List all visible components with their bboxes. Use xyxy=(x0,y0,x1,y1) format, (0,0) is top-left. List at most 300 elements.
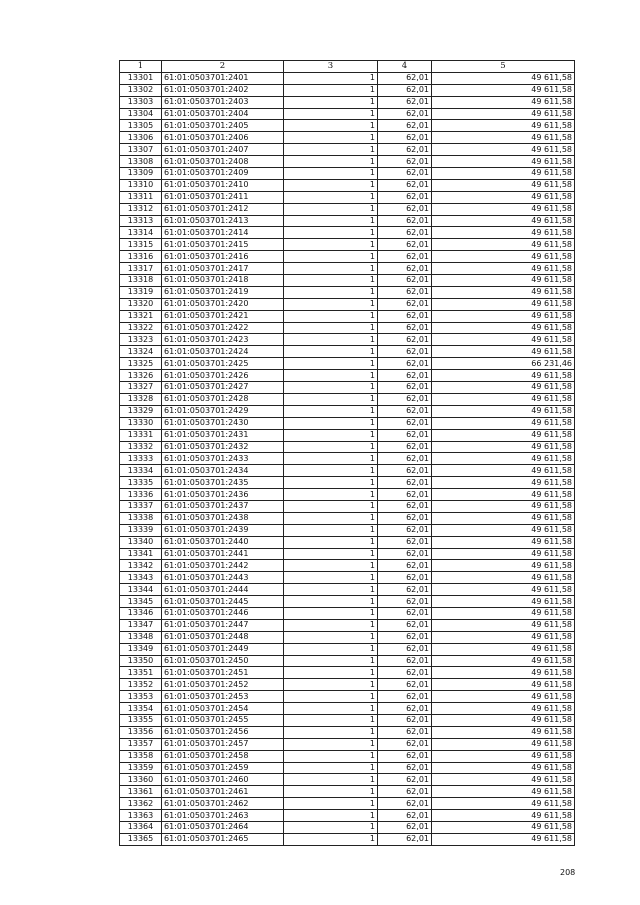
table-row xyxy=(120,239,575,251)
table-row xyxy=(120,370,575,382)
table-cell: 62,01 xyxy=(378,524,432,536)
table-cell: 61:01:0503701:2453 xyxy=(162,691,284,703)
table-cell: 61:01:0503701:2459 xyxy=(162,762,284,774)
table-cell: 61:01:0503701:2434 xyxy=(162,465,284,477)
table-cell: 49 611,58 xyxy=(432,465,575,477)
table-cell: 61:01:0503701:2442 xyxy=(162,560,284,572)
table-row xyxy=(120,524,575,536)
table-cell: 62,01 xyxy=(378,584,432,596)
table-cell: 62,01 xyxy=(378,703,432,715)
table-cell: 62,01 xyxy=(378,572,432,584)
table-cell: 62,01 xyxy=(378,275,432,287)
table-row xyxy=(120,667,575,679)
table-cell: 1 xyxy=(284,524,378,536)
table-cell: 49 611,58 xyxy=(432,560,575,572)
table-row xyxy=(120,144,575,156)
table-cell: 13316 xyxy=(120,251,162,263)
table-cell: 62,01 xyxy=(378,774,432,786)
table-cell: 49 611,58 xyxy=(432,536,575,548)
table-cell: 62,01 xyxy=(378,417,432,429)
table-cell: 13304 xyxy=(120,108,162,120)
table-cell: 49 611,58 xyxy=(432,108,575,120)
table-cell: 62,01 xyxy=(378,750,432,762)
table-cell: 61:01:0503701:2440 xyxy=(162,536,284,548)
table-cell: 1 xyxy=(284,774,378,786)
table-cell: 13364 xyxy=(120,822,162,834)
table-cell: 62,01 xyxy=(378,298,432,310)
table-cell: 13338 xyxy=(120,512,162,524)
table-row xyxy=(120,726,575,738)
table-cell: 49 611,58 xyxy=(432,500,575,512)
table-cell: 1 xyxy=(284,441,378,453)
table-cell: 49 611,58 xyxy=(432,477,575,489)
table-cell: 1 xyxy=(284,251,378,263)
table-cell: 49 611,58 xyxy=(432,822,575,834)
table-cell: 61:01:0503701:2444 xyxy=(162,584,284,596)
table-body xyxy=(120,72,575,845)
table-row xyxy=(120,322,575,334)
column-header: 2 xyxy=(162,61,284,73)
table-header-row xyxy=(120,61,575,73)
table-cell: 62,01 xyxy=(378,762,432,774)
table-cell: 13359 xyxy=(120,762,162,774)
table-row xyxy=(120,191,575,203)
table-cell: 62,01 xyxy=(378,156,432,168)
table-cell: 13365 xyxy=(120,833,162,845)
table-cell: 62,01 xyxy=(378,667,432,679)
table-cell: 1 xyxy=(284,584,378,596)
table-row xyxy=(120,393,575,405)
table-row xyxy=(120,298,575,310)
table-cell: 49 611,58 xyxy=(432,286,575,298)
table-cell: 1 xyxy=(284,132,378,144)
table-cell: 49 611,58 xyxy=(432,619,575,631)
table-cell: 1 xyxy=(284,560,378,572)
table-cell: 1 xyxy=(284,679,378,691)
table-cell: 49 611,58 xyxy=(432,596,575,608)
table-cell: 49 611,58 xyxy=(432,334,575,346)
table-cell: 13310 xyxy=(120,179,162,191)
table-cell: 62,01 xyxy=(378,548,432,560)
table-row xyxy=(120,84,575,96)
table-cell: 62,01 xyxy=(378,322,432,334)
table-cell: 1 xyxy=(284,607,378,619)
table-cell: 13336 xyxy=(120,489,162,501)
table-row xyxy=(120,500,575,512)
table-cell: 49 611,58 xyxy=(432,132,575,144)
table-cell: 1 xyxy=(284,96,378,108)
table-cell: 49 611,58 xyxy=(432,144,575,156)
table-cell: 13358 xyxy=(120,750,162,762)
table-row xyxy=(120,120,575,132)
table-row xyxy=(120,310,575,322)
table-cell: 61:01:0503701:2415 xyxy=(162,239,284,251)
table-cell: 61:01:0503701:2432 xyxy=(162,441,284,453)
table-cell: 61:01:0503701:2460 xyxy=(162,774,284,786)
table-cell: 1 xyxy=(284,382,378,394)
table-cell: 49 611,58 xyxy=(432,512,575,524)
table-row xyxy=(120,560,575,572)
table-cell: 13357 xyxy=(120,738,162,750)
table-cell: 62,01 xyxy=(378,334,432,346)
table-cell: 1 xyxy=(284,548,378,560)
table-row xyxy=(120,334,575,346)
table-cell: 61:01:0503701:2404 xyxy=(162,108,284,120)
table-cell: 1 xyxy=(284,726,378,738)
table-row xyxy=(120,108,575,120)
table-cell: 49 611,58 xyxy=(432,762,575,774)
table-cell: 61:01:0503701:2418 xyxy=(162,275,284,287)
table-row xyxy=(120,679,575,691)
table-cell: 13347 xyxy=(120,619,162,631)
table-cell: 13305 xyxy=(120,120,162,132)
table-cell: 49 611,58 xyxy=(432,120,575,132)
table-cell: 1 xyxy=(284,358,378,370)
table-cell: 13361 xyxy=(120,786,162,798)
table-cell: 49 611,58 xyxy=(432,774,575,786)
table-cell: 13314 xyxy=(120,227,162,239)
table-cell: 49 611,58 xyxy=(432,239,575,251)
table-cell: 62,01 xyxy=(378,512,432,524)
table-cell: 61:01:0503701:2412 xyxy=(162,203,284,215)
table-cell: 61:01:0503701:2431 xyxy=(162,429,284,441)
table-cell: 62,01 xyxy=(378,453,432,465)
table-cell: 61:01:0503701:2419 xyxy=(162,286,284,298)
table-cell: 49 611,58 xyxy=(432,691,575,703)
table-row xyxy=(120,691,575,703)
table-cell: 61:01:0503701:2454 xyxy=(162,703,284,715)
table-cell: 13360 xyxy=(120,774,162,786)
table-cell: 61:01:0503701:2423 xyxy=(162,334,284,346)
table-cell: 49 611,58 xyxy=(432,227,575,239)
table-cell: 62,01 xyxy=(378,489,432,501)
table-cell: 61:01:0503701:2417 xyxy=(162,263,284,275)
table-cell: 66 231,46 xyxy=(432,358,575,370)
table-cell: 49 611,58 xyxy=(432,417,575,429)
table-cell: 62,01 xyxy=(378,619,432,631)
table-cell: 49 611,58 xyxy=(432,810,575,822)
table-cell: 1 xyxy=(284,596,378,608)
table-cell: 13345 xyxy=(120,596,162,608)
table-cell: 61:01:0503701:2435 xyxy=(162,477,284,489)
table-row xyxy=(120,714,575,726)
table-cell: 49 611,58 xyxy=(432,786,575,798)
table-cell: 61:01:0503701:2428 xyxy=(162,393,284,405)
table-cell: 61:01:0503701:2451 xyxy=(162,667,284,679)
table-cell: 49 611,58 xyxy=(432,191,575,203)
table-cell: 62,01 xyxy=(378,84,432,96)
table-cell: 13301 xyxy=(120,72,162,84)
table-cell: 1 xyxy=(284,798,378,810)
table-cell: 1 xyxy=(284,786,378,798)
table-cell: 13307 xyxy=(120,144,162,156)
table-cell: 49 611,58 xyxy=(432,572,575,584)
table-cell: 1 xyxy=(284,263,378,275)
table-cell: 13315 xyxy=(120,239,162,251)
table-cell: 1 xyxy=(284,275,378,287)
table-row xyxy=(120,251,575,263)
table-cell: 62,01 xyxy=(378,108,432,120)
table-row xyxy=(120,215,575,227)
table-cell: 49 611,58 xyxy=(432,584,575,596)
table-cell: 62,01 xyxy=(378,239,432,251)
table-cell: 49 611,58 xyxy=(432,607,575,619)
table-cell: 49 611,58 xyxy=(432,310,575,322)
table-cell: 1 xyxy=(284,393,378,405)
page-number: 208 xyxy=(560,868,576,877)
table-row xyxy=(120,833,575,845)
table-cell: 61:01:0503701:2458 xyxy=(162,750,284,762)
table-cell: 1 xyxy=(284,191,378,203)
table-cell: 61:01:0503701:2437 xyxy=(162,500,284,512)
table-cell: 13334 xyxy=(120,465,162,477)
table-cell: 1 xyxy=(284,810,378,822)
table-cell: 13303 xyxy=(120,96,162,108)
table-cell: 49 611,58 xyxy=(432,263,575,275)
table-cell: 49 611,58 xyxy=(432,393,575,405)
table-cell: 61:01:0503701:2403 xyxy=(162,96,284,108)
table-cell: 49 611,58 xyxy=(432,382,575,394)
table-row xyxy=(120,786,575,798)
table-row xyxy=(120,453,575,465)
table-cell: 1 xyxy=(284,334,378,346)
table-cell: 61:01:0503701:2450 xyxy=(162,655,284,667)
table-cell: 49 611,58 xyxy=(432,298,575,310)
table-cell: 62,01 xyxy=(378,132,432,144)
table-cell: 13302 xyxy=(120,84,162,96)
table-cell: 13312 xyxy=(120,203,162,215)
table-cell: 1 xyxy=(284,619,378,631)
table-cell: 62,01 xyxy=(378,441,432,453)
table-cell: 62,01 xyxy=(378,714,432,726)
table-cell: 13331 xyxy=(120,429,162,441)
table-row xyxy=(120,643,575,655)
table-cell: 61:01:0503701:2439 xyxy=(162,524,284,536)
table-row xyxy=(120,179,575,191)
table-cell: 1 xyxy=(284,322,378,334)
table-cell: 62,01 xyxy=(378,560,432,572)
table-cell: 1 xyxy=(284,156,378,168)
table-cell: 1 xyxy=(284,108,378,120)
table-cell: 62,01 xyxy=(378,191,432,203)
table-cell: 13343 xyxy=(120,572,162,584)
table-cell: 62,01 xyxy=(378,72,432,84)
table-cell: 49 611,58 xyxy=(432,203,575,215)
table-cell: 62,01 xyxy=(378,738,432,750)
table-cell: 1 xyxy=(284,738,378,750)
table-cell: 61:01:0503701:2406 xyxy=(162,132,284,144)
table-cell: 13352 xyxy=(120,679,162,691)
table-cell: 1 xyxy=(284,465,378,477)
table-cell: 49 611,58 xyxy=(432,370,575,382)
table-cell: 61:01:0503701:2407 xyxy=(162,144,284,156)
table-cell: 49 611,58 xyxy=(432,798,575,810)
table-row xyxy=(120,346,575,358)
table-cell: 13330 xyxy=(120,417,162,429)
table-cell: 1 xyxy=(284,750,378,762)
table-cell: 61:01:0503701:2421 xyxy=(162,310,284,322)
table-cell: 62,01 xyxy=(378,643,432,655)
table-cell: 61:01:0503701:2461 xyxy=(162,786,284,798)
table-cell: 13341 xyxy=(120,548,162,560)
table-cell: 1 xyxy=(284,417,378,429)
table-cell: 49 611,58 xyxy=(432,322,575,334)
table-cell: 13344 xyxy=(120,584,162,596)
table-cell: 61:01:0503701:2462 xyxy=(162,798,284,810)
table-cell: 61:01:0503701:2416 xyxy=(162,251,284,263)
table-cell: 62,01 xyxy=(378,429,432,441)
table-cell: 61:01:0503701:2429 xyxy=(162,405,284,417)
table-row xyxy=(120,762,575,774)
table-cell: 49 611,58 xyxy=(432,655,575,667)
table-cell: 62,01 xyxy=(378,370,432,382)
table-cell: 61:01:0503701:2410 xyxy=(162,179,284,191)
table-cell: 13335 xyxy=(120,477,162,489)
table-cell: 13337 xyxy=(120,500,162,512)
cadastral-table xyxy=(119,60,575,846)
table-row xyxy=(120,168,575,180)
table-cell: 1 xyxy=(284,655,378,667)
table-cell: 13333 xyxy=(120,453,162,465)
table-cell: 61:01:0503701:2436 xyxy=(162,489,284,501)
table-cell: 1 xyxy=(284,168,378,180)
table-cell: 49 611,58 xyxy=(432,405,575,417)
table-cell: 1 xyxy=(284,643,378,655)
table-cell: 1 xyxy=(284,370,378,382)
table-cell: 1 xyxy=(284,346,378,358)
table-cell: 62,01 xyxy=(378,477,432,489)
table-cell: 49 611,58 xyxy=(432,179,575,191)
table-cell: 1 xyxy=(284,703,378,715)
table-cell: 49 611,58 xyxy=(432,726,575,738)
table-cell: 61:01:0503701:2413 xyxy=(162,215,284,227)
table-cell: 1 xyxy=(284,453,378,465)
table-row xyxy=(120,655,575,667)
table-cell: 62,01 xyxy=(378,691,432,703)
table-cell: 62,01 xyxy=(378,393,432,405)
table-cell: 13323 xyxy=(120,334,162,346)
table-cell: 1 xyxy=(284,298,378,310)
table-cell: 61:01:0503701:2401 xyxy=(162,72,284,84)
table-cell: 61:01:0503701:2411 xyxy=(162,191,284,203)
table-cell: 13342 xyxy=(120,560,162,572)
table-cell: 13351 xyxy=(120,667,162,679)
table-cell: 1 xyxy=(284,572,378,584)
table-cell: 62,01 xyxy=(378,346,432,358)
table-cell: 62,01 xyxy=(378,203,432,215)
table-cell: 49 611,58 xyxy=(432,750,575,762)
table-cell: 62,01 xyxy=(378,822,432,834)
table-row xyxy=(120,798,575,810)
table-row xyxy=(120,203,575,215)
table-cell: 49 611,58 xyxy=(432,84,575,96)
table-cell: 13355 xyxy=(120,714,162,726)
table-cell: 61:01:0503701:2424 xyxy=(162,346,284,358)
table-cell: 13313 xyxy=(120,215,162,227)
table-cell: 62,01 xyxy=(378,465,432,477)
table-cell: 49 611,58 xyxy=(432,429,575,441)
table-cell: 62,01 xyxy=(378,810,432,822)
table-cell: 1 xyxy=(284,227,378,239)
table-row xyxy=(120,489,575,501)
table-row xyxy=(120,132,575,144)
table-row xyxy=(120,227,575,239)
table-cell: 49 611,58 xyxy=(432,168,575,180)
table-cell: 1 xyxy=(284,429,378,441)
table-cell: 62,01 xyxy=(378,168,432,180)
table-cell: 62,01 xyxy=(378,536,432,548)
table-cell: 61:01:0503701:2447 xyxy=(162,619,284,631)
table-cell: 61:01:0503701:2426 xyxy=(162,370,284,382)
table-cell: 49 611,58 xyxy=(432,346,575,358)
table-cell: 62,01 xyxy=(378,679,432,691)
table-cell: 13327 xyxy=(120,382,162,394)
table-cell: 13308 xyxy=(120,156,162,168)
table-cell: 13328 xyxy=(120,393,162,405)
table-cell: 62,01 xyxy=(378,786,432,798)
table-cell: 61:01:0503701:2438 xyxy=(162,512,284,524)
table-cell: 1 xyxy=(284,84,378,96)
table-row xyxy=(120,631,575,643)
table-cell: 61:01:0503701:2414 xyxy=(162,227,284,239)
column-header: 1 xyxy=(120,61,162,73)
table-cell: 61:01:0503701:2427 xyxy=(162,382,284,394)
table-row xyxy=(120,477,575,489)
table-cell: 1 xyxy=(284,203,378,215)
table-cell: 13349 xyxy=(120,643,162,655)
table-row xyxy=(120,596,575,608)
table-cell: 62,01 xyxy=(378,227,432,239)
table-cell: 61:01:0503701:2448 xyxy=(162,631,284,643)
table-cell: 62,01 xyxy=(378,286,432,298)
table-cell: 61:01:0503701:2446 xyxy=(162,607,284,619)
table-cell: 49 611,58 xyxy=(432,489,575,501)
table-row xyxy=(120,512,575,524)
table-cell: 62,01 xyxy=(378,310,432,322)
table-cell: 1 xyxy=(284,72,378,84)
table-cell: 62,01 xyxy=(378,500,432,512)
table-cell: 49 611,58 xyxy=(432,96,575,108)
table-cell: 13346 xyxy=(120,607,162,619)
table-cell: 62,01 xyxy=(378,631,432,643)
table-row xyxy=(120,536,575,548)
table-cell: 62,01 xyxy=(378,251,432,263)
table-cell: 1 xyxy=(284,512,378,524)
table-cell: 62,01 xyxy=(378,726,432,738)
table-cell: 61:01:0503701:2409 xyxy=(162,168,284,180)
table-row xyxy=(120,619,575,631)
table-cell: 61:01:0503701:2449 xyxy=(162,643,284,655)
table-cell: 13319 xyxy=(120,286,162,298)
table-cell: 61:01:0503701:2422 xyxy=(162,322,284,334)
table-cell: 61:01:0503701:2425 xyxy=(162,358,284,370)
table-cell: 62,01 xyxy=(378,179,432,191)
table-cell: 49 611,58 xyxy=(432,453,575,465)
table-cell: 49 611,58 xyxy=(432,275,575,287)
table-row xyxy=(120,822,575,834)
table-cell: 1 xyxy=(284,833,378,845)
table-cell: 61:01:0503701:2443 xyxy=(162,572,284,584)
table-cell: 1 xyxy=(284,239,378,251)
table-cell: 13339 xyxy=(120,524,162,536)
table-cell: 61:01:0503701:2465 xyxy=(162,833,284,845)
table-row xyxy=(120,810,575,822)
table-row xyxy=(120,738,575,750)
column-header: 3 xyxy=(284,61,378,73)
table-row xyxy=(120,156,575,168)
table-cell: 13326 xyxy=(120,370,162,382)
table-cell: 1 xyxy=(284,405,378,417)
